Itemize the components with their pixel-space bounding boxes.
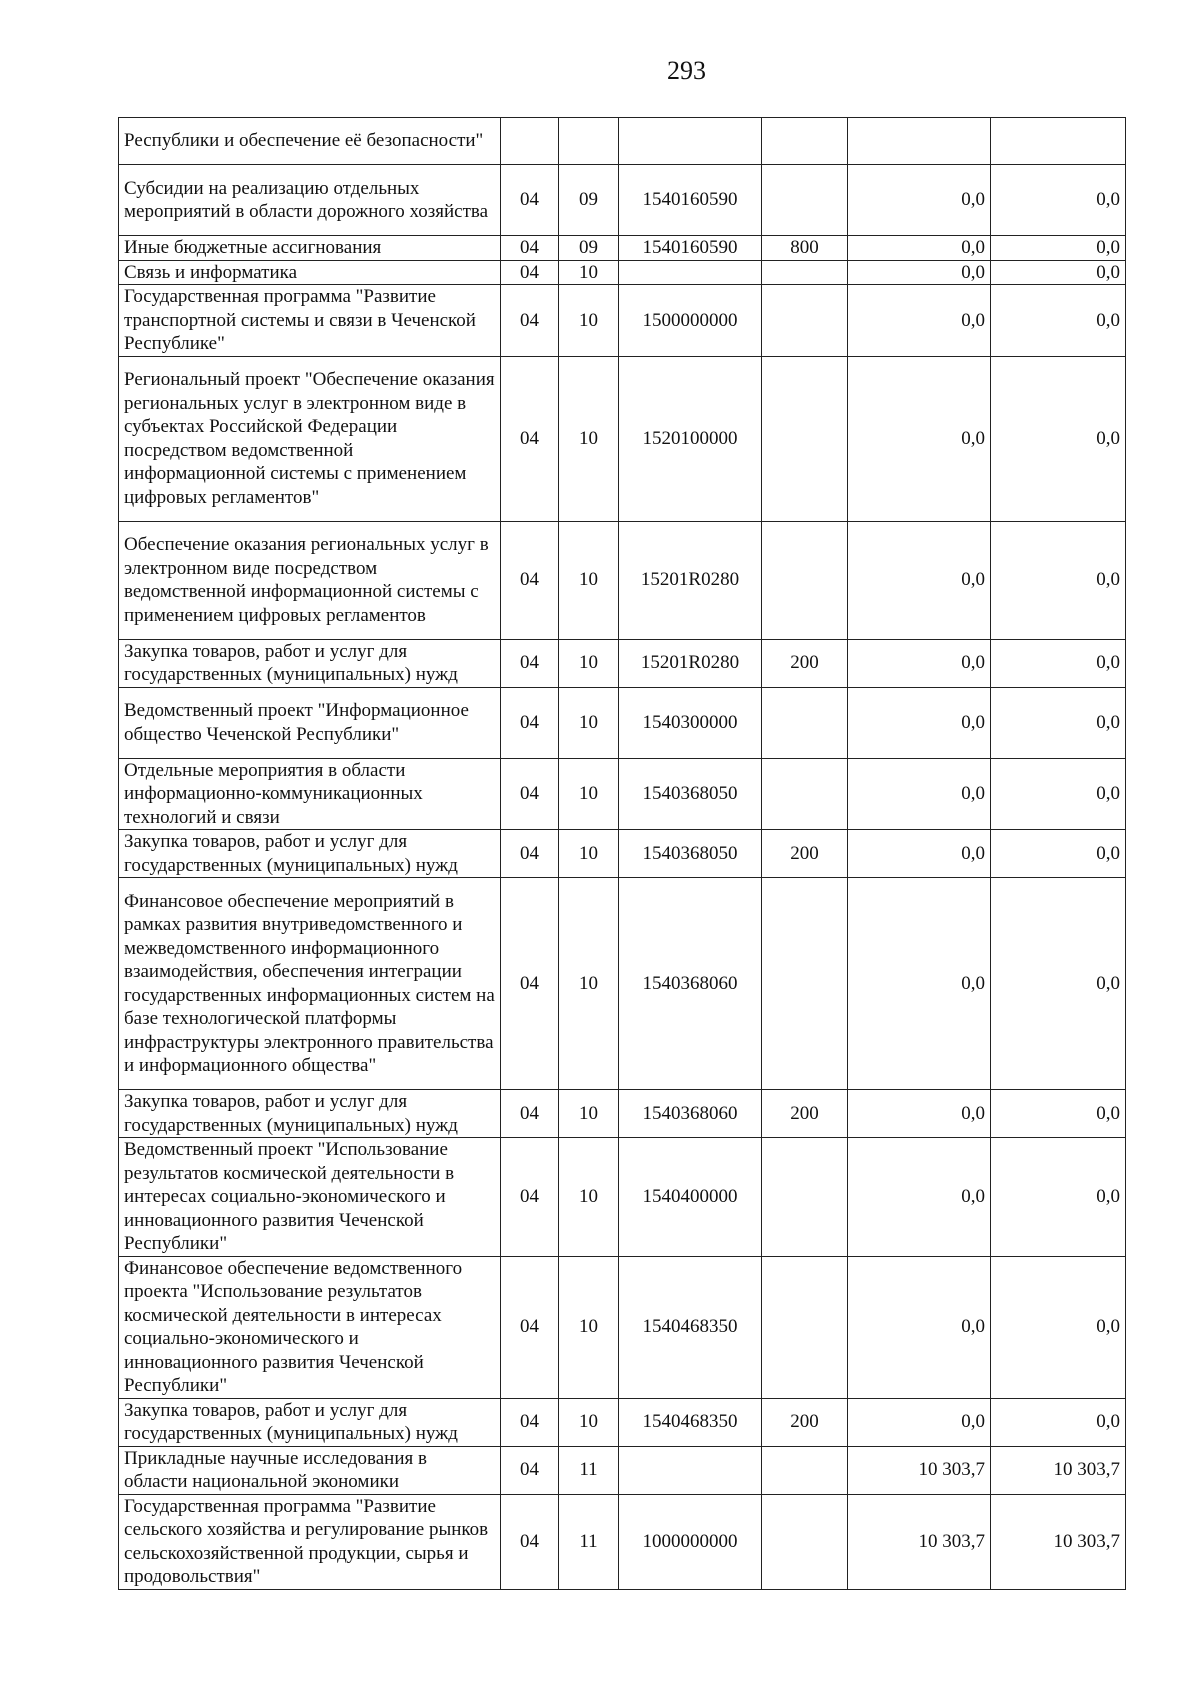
cell-amount-1: 10 303,7 <box>848 1446 991 1494</box>
cell-amount-2: 0,0 <box>991 687 1126 758</box>
table-row <box>119 118 1126 165</box>
cell-name: Республики и обеспечение её безопасности" <box>119 118 501 165</box>
cell-expense-type: 200 <box>762 830 848 878</box>
cell-amount-1: 0,0 <box>848 687 991 758</box>
cell-name: Ведомственный проект "Информационное общество Чеченской Республики" <box>119 687 501 758</box>
table-row <box>119 1494 1126 1589</box>
cell-name: Государственная программа "Развитие сельского хозяйства и регулирование рынков сельскохозяйственной продукции, сырья и продовольствия" <box>119 1494 501 1589</box>
cell-subsection: 10 <box>559 830 619 878</box>
cell-subsection: 10 <box>559 1090 619 1138</box>
cell-amount-2: 0,0 <box>991 758 1126 830</box>
table-row <box>119 687 1126 758</box>
cell-subsection: 10 <box>559 758 619 830</box>
cell-expense-type <box>762 165 848 236</box>
cell-target-article <box>619 1446 762 1494</box>
cell-amount-1: 0,0 <box>848 1398 991 1446</box>
cell-amount-2: 0,0 <box>991 521 1126 639</box>
cell-name: Ведомственный проект "Использование результатов космической деятельности в интересах социально-экономического и инновационного развития Чеченской Республики" <box>119 1138 501 1257</box>
table-body <box>119 118 1126 1590</box>
table-row <box>119 260 1126 285</box>
cell-target-article <box>619 118 762 165</box>
table-row <box>119 758 1126 830</box>
cell-amount-2: 0,0 <box>991 356 1126 521</box>
cell-section: 04 <box>501 356 559 521</box>
cell-subsection <box>559 118 619 165</box>
cell-target-article: 1520100000 <box>619 356 762 521</box>
cell-amount-1: 0,0 <box>848 878 991 1090</box>
page-number: 293 <box>667 56 706 85</box>
cell-amount-1: 0,0 <box>848 236 991 261</box>
cell-expense-type: 200 <box>762 639 848 687</box>
cell-target-article: 1540368050 <box>619 830 762 878</box>
cell-expense-type: 200 <box>762 1090 848 1138</box>
cell-name: Государственная программа "Развитие транспортной системы и связи в Чеченской Республике" <box>119 285 501 357</box>
cell-amount-2: 0,0 <box>991 260 1126 285</box>
cell-section: 04 <box>501 639 559 687</box>
cell-amount-1: 0,0 <box>848 1256 991 1398</box>
cell-name: Закупка товаров, работ и услуг для государственных (муниципальных) нужд <box>119 830 501 878</box>
cell-amount-2: 10 303,7 <box>991 1494 1126 1589</box>
cell-amount-2: 0,0 <box>991 165 1126 236</box>
cell-subsection: 10 <box>559 639 619 687</box>
cell-target-article: 1540160590 <box>619 236 762 261</box>
cell-target-article: 1540400000 <box>619 1138 762 1257</box>
table-row <box>119 521 1126 639</box>
cell-name: Связь и информатика <box>119 260 501 285</box>
cell-amount-1: 0,0 <box>848 1090 991 1138</box>
cell-section: 04 <box>501 260 559 285</box>
cell-subsection: 09 <box>559 236 619 261</box>
cell-target-article: 1000000000 <box>619 1494 762 1589</box>
cell-amount-1: 0,0 <box>848 830 991 878</box>
cell-expense-type <box>762 356 848 521</box>
cell-expense-type <box>762 758 848 830</box>
cell-target-article: 1540468350 <box>619 1256 762 1398</box>
cell-section: 04 <box>501 1256 559 1398</box>
cell-name: Отдельные мероприятия в области информационно-коммуникационных технологий и связи <box>119 758 501 830</box>
cell-section: 04 <box>501 1446 559 1494</box>
cell-name: Финансовое обеспечение ведомственного проекта "Использование результатов космической деятельности в интересах социально-экономического и инновационного развития Чеченской Республики" <box>119 1256 501 1398</box>
cell-amount-2: 0,0 <box>991 1398 1126 1446</box>
cell-subsection: 10 <box>559 285 619 357</box>
cell-section: 04 <box>501 1494 559 1589</box>
cell-amount-2: 0,0 <box>991 878 1126 1090</box>
cell-amount-1 <box>848 118 991 165</box>
cell-target-article: 1540368060 <box>619 878 762 1090</box>
table-row <box>119 1398 1126 1446</box>
cell-target-article: 1540468350 <box>619 1398 762 1446</box>
table-row <box>119 1256 1126 1398</box>
cell-section <box>501 118 559 165</box>
cell-amount-1: 0,0 <box>848 285 991 357</box>
cell-subsection: 10 <box>559 878 619 1090</box>
cell-subsection: 10 <box>559 260 619 285</box>
table-row <box>119 165 1126 236</box>
cell-target-article: 1540368060 <box>619 1090 762 1138</box>
cell-section: 04 <box>501 687 559 758</box>
cell-target-article <box>619 260 762 285</box>
cell-amount-2: 0,0 <box>991 1090 1126 1138</box>
cell-amount-1: 0,0 <box>848 521 991 639</box>
cell-section: 04 <box>501 758 559 830</box>
table-row <box>119 285 1126 357</box>
cell-subsection: 10 <box>559 521 619 639</box>
cell-amount-2: 0,0 <box>991 1138 1126 1257</box>
cell-section: 04 <box>501 285 559 357</box>
cell-name: Обеспечение оказания региональных услуг в электронном виде посредством ведомственной информационной системы с применением цифровых регламентов <box>119 521 501 639</box>
cell-amount-1: 0,0 <box>848 758 991 830</box>
cell-subsection: 10 <box>559 687 619 758</box>
cell-expense-type <box>762 521 848 639</box>
cell-target-article: 1540368050 <box>619 758 762 830</box>
cell-subsection: 10 <box>559 356 619 521</box>
cell-target-article: 15201R0280 <box>619 521 762 639</box>
cell-subsection: 11 <box>559 1446 619 1494</box>
table-row <box>119 1138 1126 1257</box>
cell-amount-2: 10 303,7 <box>991 1446 1126 1494</box>
cell-target-article: 1540300000 <box>619 687 762 758</box>
budget-table <box>118 117 1126 1590</box>
cell-target-article: 1540160590 <box>619 165 762 236</box>
table-row <box>119 236 1126 261</box>
table-row <box>119 830 1126 878</box>
cell-name: Закупка товаров, работ и услуг для государственных (муниципальных) нужд <box>119 1090 501 1138</box>
cell-expense-type <box>762 878 848 1090</box>
table-row <box>119 1446 1126 1494</box>
cell-amount-1: 0,0 <box>848 639 991 687</box>
cell-target-article: 15201R0280 <box>619 639 762 687</box>
cell-subsection: 10 <box>559 1398 619 1446</box>
table-row <box>119 639 1126 687</box>
table-row <box>119 1090 1126 1138</box>
cell-amount-1: 0,0 <box>848 260 991 285</box>
cell-name: Финансовое обеспечение мероприятий в рамках развития внутриведомственного и межведомственного информационного взаимодействия, обеспечения интеграции государственных информационных систем на базе технологической платформы инфраструктуры электронного правительства и информационного общества" <box>119 878 501 1090</box>
cell-section: 04 <box>501 830 559 878</box>
cell-section: 04 <box>501 1090 559 1138</box>
cell-section: 04 <box>501 165 559 236</box>
cell-name: Закупка товаров, работ и услуг для государственных (муниципальных) нужд <box>119 1398 501 1446</box>
cell-subsection: 09 <box>559 165 619 236</box>
cell-amount-2: 0,0 <box>991 639 1126 687</box>
table-row <box>119 356 1126 521</box>
cell-name: Субсидии на реализацию отдельных мероприятий в области дорожного хозяйства <box>119 165 501 236</box>
cell-expense-type <box>762 1256 848 1398</box>
cell-expense-type <box>762 1494 848 1589</box>
cell-subsection: 11 <box>559 1494 619 1589</box>
cell-expense-type <box>762 687 848 758</box>
cell-target-article: 1500000000 <box>619 285 762 357</box>
cell-name: Закупка товаров, работ и услуг для государственных (муниципальных) нужд <box>119 639 501 687</box>
cell-section: 04 <box>501 878 559 1090</box>
cell-amount-1: 0,0 <box>848 356 991 521</box>
cell-name: Прикладные научные исследования в области национальной экономики <box>119 1446 501 1494</box>
cell-amount-2: 0,0 <box>991 236 1126 261</box>
cell-section: 04 <box>501 521 559 639</box>
table-row <box>119 878 1126 1090</box>
cell-expense-type <box>762 285 848 357</box>
cell-section: 04 <box>501 1138 559 1257</box>
cell-amount-2: 0,0 <box>991 285 1126 357</box>
cell-section: 04 <box>501 236 559 261</box>
cell-name: Иные бюджетные ассигнования <box>119 236 501 261</box>
cell-expense-type <box>762 118 848 165</box>
cell-expense-type: 200 <box>762 1398 848 1446</box>
cell-subsection: 10 <box>559 1138 619 1257</box>
cell-amount-2: 0,0 <box>991 830 1126 878</box>
cell-amount-1: 10 303,7 <box>848 1494 991 1589</box>
cell-expense-type: 800 <box>762 236 848 261</box>
cell-amount-2: 0,0 <box>991 1256 1126 1398</box>
cell-amount-1: 0,0 <box>848 165 991 236</box>
cell-amount-1: 0,0 <box>848 1138 991 1257</box>
cell-amount-2 <box>991 118 1126 165</box>
cell-section: 04 <box>501 1398 559 1446</box>
cell-name: Региональный проект "Обеспечение оказания региональных услуг в электронном виде в субъектах Российской Федерации посредством ведомственной информационной системы с применением цифровых регламентов" <box>119 356 501 521</box>
cell-expense-type <box>762 1446 848 1494</box>
cell-expense-type <box>762 1138 848 1257</box>
cell-subsection: 10 <box>559 1256 619 1398</box>
cell-expense-type <box>762 260 848 285</box>
